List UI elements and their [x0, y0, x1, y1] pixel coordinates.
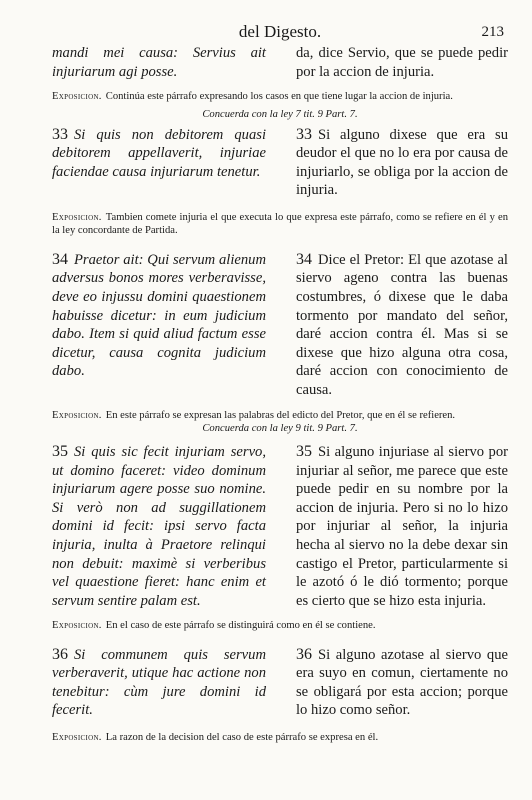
spanish-text: Si alguno azotase al siervo que era suyo en comun, ciertamente no se obligará por esta accion; porque lo hizo como señor.: [296, 646, 508, 719]
spanish-text: Si alguno injuriase al siervo por injuriar al señor, me parece que este puede pedir en su nombre por la accion de injuria. Pero si no lo hizo por injuriar al señor, la injuria hecha al siervo no la debe dexar sin castigo el Pretor, particularmente si le azotó ó le dió tormento; porque es cierto que se hizo esta injuria.: [296, 443, 508, 609]
spanish-text: Dice el Pretor: El que azotase al siervo ageno contra las buenas costumbres, ó dixese que le daba tormento por mandato del señor, daré accion contra él. Mas si se dixese que hizo alguna otra cosa, daré accion con conocimiento de causa.: [296, 251, 508, 398]
latin-text: Si quis non debitorem quasi debitorem appellaverit, injuriae faciendae causa injuriarum tenetur.: [52, 126, 266, 180]
exposicion-label: Exposicion.: [52, 91, 102, 103]
latin-text: Si communem quis servum verberaverit, utique hac actione non tenebitur: cùm jure domini id fecerit.: [52, 646, 266, 719]
spanish-text: da, dice Servio, que se puede pedir por la accion de injuria.: [296, 45, 508, 80]
exposicion-text: Continúa este párrafo expresando los casos en que tiene lugar la accion de injuria.: [105, 91, 453, 103]
paragraph-number: 33: [296, 125, 312, 143]
paragraph-36: [52, 646, 508, 720]
paragraph-35: [52, 443, 508, 610]
latin-text: Si quis sic fecit injuriam servo, ut domino faceret: video dominum injuriarum agere posse suo nomine. Si verò non ad suggillationem domini id fecit: ipsi servo facta injuria, inulta à Praetore relinqui non debuit: maximè si verberibus vel quaestione fieret: hanc enim et servum sentire palam est.: [52, 443, 266, 609]
exposicion-label: Exposicion.: [52, 409, 102, 421]
paragraph-number: 34: [296, 250, 312, 268]
paragraph-33: [52, 126, 508, 200]
page-number: 213: [481, 24, 504, 40]
exposicion-label: Exposicion.: [52, 732, 102, 744]
paragraph-number: 36: [296, 645, 312, 663]
latin-text: Praetor ait: Qui servum alienum adversus bonos mores verberavisse, deve eo injussu domini quaestionem habuisse dicetur: in eum judicium dabo. Item si quid aliud factum esse dicetur, causa cognita judicium dabo.: [52, 251, 266, 380]
paragraph-number: 35: [296, 442, 312, 460]
paragraph-continuation: [52, 44, 508, 81]
paragraph-number: 36: [52, 645, 68, 663]
running-title: del Digesto.: [238, 22, 322, 41]
paragraph-number: 34: [52, 250, 68, 268]
exposicion-text: En este párrafo se expresan las palabras del edicto del Pretor, que en él se refieren.: [105, 409, 456, 421]
paragraph-34: [52, 251, 508, 400]
concordance-note: Concuerda con la ley 7 tit. 9 Part. 7.: [202, 108, 358, 120]
exposicion-note: [52, 90, 508, 103]
exposicion-note: [52, 731, 508, 744]
exposicion-note: [52, 211, 508, 238]
page-header: [52, 14, 508, 44]
exposicion-label: Exposicion.: [52, 620, 102, 632]
latin-text: mandi mei causa: Servius ait injuriarum agi posse.: [52, 45, 266, 80]
concordance-note: Concuerda con la ley 9 tit. 9 Part. 7.: [202, 422, 358, 434]
page: [52, 14, 508, 744]
exposicion-note: [52, 619, 508, 632]
exposicion-text: En el caso de este párrafo se distinguirá como en él se contiene.: [105, 620, 376, 632]
paragraph-number: 33: [52, 125, 68, 143]
spanish-text: Si alguno dixese que era su deudor el que no lo era por causa de injuriarlo, se obliga por la accion de injuria.: [296, 126, 508, 199]
exposicion-note: [52, 409, 508, 422]
exposicion-text: La razon de la decision del caso de este párrafo se expresa en él.: [105, 732, 379, 744]
exposicion-label: Exposicion.: [52, 211, 102, 223]
paragraph-number: 35: [52, 442, 68, 460]
exposicion-text: Tambien comete injuria el que executa lo que expresa este párrafo, como se refiere en él y en la ley concordante de Partida.: [52, 211, 508, 237]
